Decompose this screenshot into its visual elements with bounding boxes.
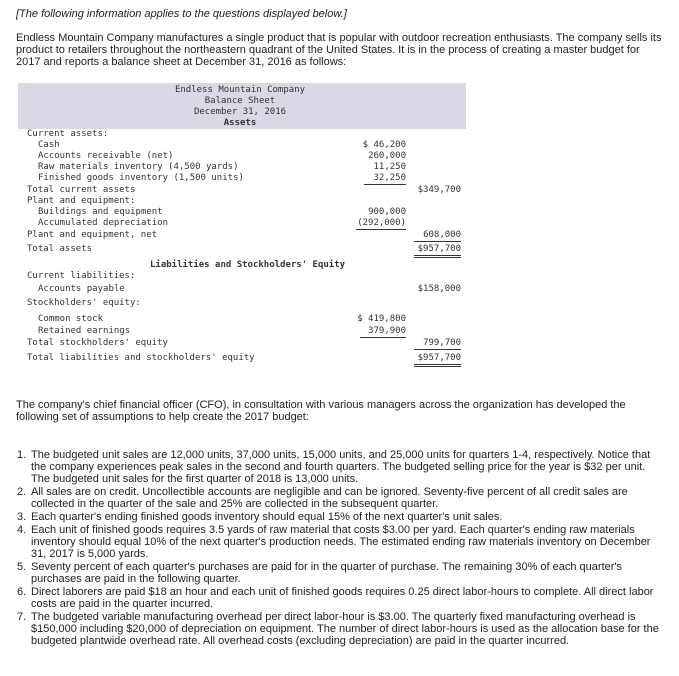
list-item: 6. Direct laborers are paid $18 an hour and each unit of finished goods requires 0.25 direct labor-hours to complete. All direct labor costs are paid in the quarter incurred. [17,586,654,610]
bs-cash-value: $ 46,200 [362,140,406,150]
assumptions-intro: The company's chief financial officer (CFO), in consultation with various managers across the organization has developed the following set of assumptions to help create the 2017 budget: [16,399,626,423]
list-item: 7. The budgeted variable manufacturing overhead per direct labor-hour is $3.00. The quarterly fixed manufacturing overhead is $150,000 including $20,000 of depreciation on equipment. The number of direct labor-hours is used as the allocation base for the budgeted plantwide overhead rate. All overhead costs (excluding depreciation) are paid in the quarter incurred. [17,611,659,647]
bs-title: Balance Sheet [204,96,276,106]
bs-ap-value: $158,000 [417,284,461,294]
bs-fg-value: 32,250 [364,173,406,185]
bs-ar-value: 260,000 [368,151,406,161]
bs-tlse-label: Total liabilities and stockholders' equity [27,353,255,363]
list-item: 2. All sales are on credit. Uncollectible accounts are negligible and can be ignored. Seventy-five percent of all credit sales are collected in the quarter of the sale and 25% are collected in the subsequent quarter. [17,486,628,510]
bs-cs-label: Common stock [38,314,104,324]
list-item: 5. Seventy percent of each quarter's purchases are paid for in the quarter of purchase. The remaining 30% of each quarter's purchases are paid in the following quarter. [17,561,623,585]
bs-tse-value: 799,700 [414,338,461,350]
bs-date: December 31, 2016 [193,107,287,117]
bs-ta-label: Total assets [27,244,93,254]
list-item: 4. Each unit of finished goods requires 3.5 yards of raw material that costs $3.00 per yard. Each quarter's ending raw materials inventory should equal 10% of the next quarter's production needs. The estimated ending raw materials inventory on December 31, 2017 is 5,000 yards. [17,524,651,560]
list-item: 3. Each quarter's ending finished goods inventory should equal 15% of the next quarter's unit sales. [17,511,503,523]
bs-ar-label: Accounts receivable (net) [38,151,174,161]
bs-ta-value: $957,700 [414,244,461,258]
intro-paragraph: Endless Mountain Company manufactures a single product that is popular with outdoor recreation enthusiasts. The company sells its product to retailers throughout the northeastern quadrant of the United States. It is in the process of creating a master budget for 2017 and reports a balance sheet at December 31, 2016 as follows: [16,32,662,68]
bs-cs-value: $ 419,800 [357,314,406,324]
bs-tse-label: Total stockholders' equity [27,338,168,348]
assumptions-list [17,449,659,648]
bs-se-label: Stockholders' equity: [27,298,141,308]
bs-tca-label: Total current assets [27,185,136,195]
bs-current-assets-label: Current assets: [27,129,109,139]
bs-fg-label: Finished goods inventory (1,500 units) [38,173,244,183]
list-item: 1. The budgeted unit sales are 12,000 units, 37,000 units, 15,000 units, and 25,000 units for quarters 1-4, respectively. Notice that the company experiences peak sales in the second and fourth quarters. The budgeted selling price for the year is $32 per unit. The budgeted unit sales for the first quarter of 2018 is 13,000 units. [17,449,651,485]
intro-note: [The following information applies to the questions displayed below.] [16,8,347,20]
bs-raw-label: Raw materials inventory (4,500 yards) [38,162,239,172]
bs-cash-label: Cash [38,140,60,150]
bs-raw-value: 11,250 [373,162,406,172]
bs-pen-label: Plant and equipment, net [27,230,158,240]
bs-ad-label: Accumulated depreciation [38,218,169,228]
bs-ap-label: Accounts payable [38,284,125,294]
bs-re-value: 379,900 [360,326,406,338]
bs-be-label: Buildings and equipment [38,207,163,217]
bs-tlse-value: $957,700 [414,353,461,367]
bs-ad-value: (292,000) [357,218,406,228]
bs-assets-heading: Assets [223,118,257,128]
bs-liab-heading: Liabilities and Stockholders' Equity [150,260,346,270]
bs-company: Endless Mountain Company [174,85,306,95]
bs-pen-value: 608,000 [414,230,461,242]
bs-ppe-label: Plant and equipment: [27,196,136,206]
bs-re-label: Retained earnings [38,326,131,336]
bs-be-value: 900,000 [368,207,406,217]
bs-tca-value: $349,700 [417,185,461,195]
bs-cl-label: Current liabilities: [27,271,136,281]
